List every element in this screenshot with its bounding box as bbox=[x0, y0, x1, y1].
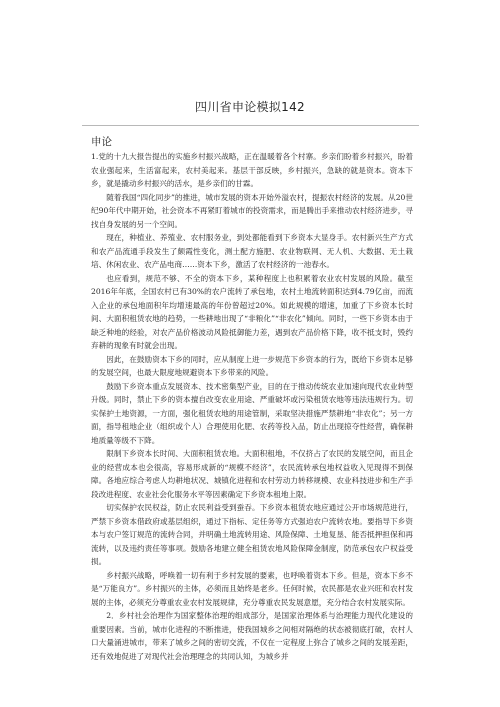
body-paragraph: 2．乡村社会治理作为国家整体治理的组成部分，是国家治理体系与治理能力现代化建设的重要因素。当前，城市化进程的不断推进，使我国城乡之间相对隔绝的状态被彻底打破，农村人口大量涌进城市，带来了城乡之间的密切交流，不仅在一定程度上弥合了城乡之间的发展差距，还有效地促进了对现代社会治理理念的共同认知，为城乡并 bbox=[91, 611, 413, 661]
body-paragraph: 随着我国“四化同步”的推进，城市发展的资本开始外溢农村，提振农村经济的发展。从20世纪90年代中期开始，社会资本不再紧盯着城市的投资需求，而是腾出手来推动农村经济进步，寻找自身发展的另一个空间。 bbox=[91, 192, 413, 229]
body-paragraph: 也应看到，规范不够、不全的资本下乡，某种程度上也积累着农业农村发展的风险。截至2016年年底，全国农村已有30%的农户流转了承包地，农村土地流转面积达到4.79亿亩，而流入企业的承包地面积年均增速最高的年份曾超过20%。如此规模的增速，加重了下乡资本长时间、大面积租赁农地的趋势，一些耕地出现了“非粮化”“非农化”倾向。同时，一些下乡资本由于缺乏种地的经验，对农产品价格波动风险抵御能力差，遇到农产品价格下降，收不抵支时，毁约弃耕的现象有时就会出现。 bbox=[91, 273, 413, 350]
document-body bbox=[91, 150, 413, 663]
title-divider bbox=[82, 125, 419, 126]
body-paragraph: 因此，在鼓励资本下乡的同时，应从制度上进一步规范下乡资本的行为，既给下乡资本足够的发展空间，也最大限度地规避资本下乡带来的风险。 bbox=[91, 354, 413, 377]
body-paragraph: 鼓励下乡资本重点发展资本、技术密集型产业，目的在于推动传统农业加速向现代农业转型升级。同时，禁止下乡的资本擅自改变农业用途、严重破坏或污染租赁农地等违法违规行为。切实保护土地资源，一方面，强化租赁农地的用途管制，采取坚决措施严禁耕地“非农化”；另一方面，指导租地企业（组织或个人）合理使用化肥、农药等投入品，防止出现掠夺性经营，确保耕地质量等级不下降。 bbox=[91, 381, 413, 445]
body-paragraph: 限制下乡资本长时间、大面积租赁农地。大面积租地，不仅挤占了农民的发展空间，而且企业的经营成本也会很高，容易形成新的“规模不经济”，农民流转承包地权益收入见现得不到保障。各地应综合考虑人均耕地状况、城镇化进程和农村劳动力转移规模、农业科技进步和生产手段改进程度、农业社会化服务水平等因素确定下乡资本租地上限。 bbox=[91, 449, 413, 499]
body-paragraph: 现在，种植业、养殖业、农村服务业，到处都能看到下乡资本大显身手。农村新兴生产方式和农产品流通手段发生了颇霞性变化，测土配方施肥、农业物联网、无人机、大数据、无土栽培、休闲农业、农产品电商……资本下乡，激活了农村经济的一池春水。 bbox=[91, 233, 413, 269]
body-paragraph: 切实保护农民权益，防止农民利益受到蚕吞。下乡资本租赁农地应通过公开市场规范进行，严禁下乡资本借政府或基层组织，通过下指标、定任务等方式强迫农户流转农地。要指导下乡资本与农户签订规范的流转合同，并明确土地流转用途、风险保障、土地复垦、能否抵押担保和再流转，以及违约责任等事项。鼓励各地建立健全租赁农地风险保障金制度，防范承包农户权益受损。 bbox=[91, 503, 413, 566]
body-paragraph: 乡村振兴战略，呼唤着一切有利于乡村发展的要素，也呼唤着资本下乡。但是，资本下乡不是“万能良方”。乡村振兴的主体，必须而且始终是老乡。任何时候，农民都是农业兴旺和农村发展的主体，必须充分尊重农业农村发展规律，充分尊重农民发展意愿，充分结合农村发展实际。 bbox=[91, 570, 413, 607]
section-heading: 申论 bbox=[91, 136, 112, 148]
body-paragraph: 1.党的十九大报告提出的实施乡村振兴战略，正在温暖着各个村寨。乡亲们盼着乡村振兴，盼着农业强起来，生活富起来，农村美起来。基层干部反映，乡村振兴，急缺的就是资本。资本下乡，就是撬动乡村振兴的活水，是乡亲们的甘霖。 bbox=[91, 152, 413, 188]
document-title: 四川省申论模拟142 bbox=[195, 100, 305, 114]
